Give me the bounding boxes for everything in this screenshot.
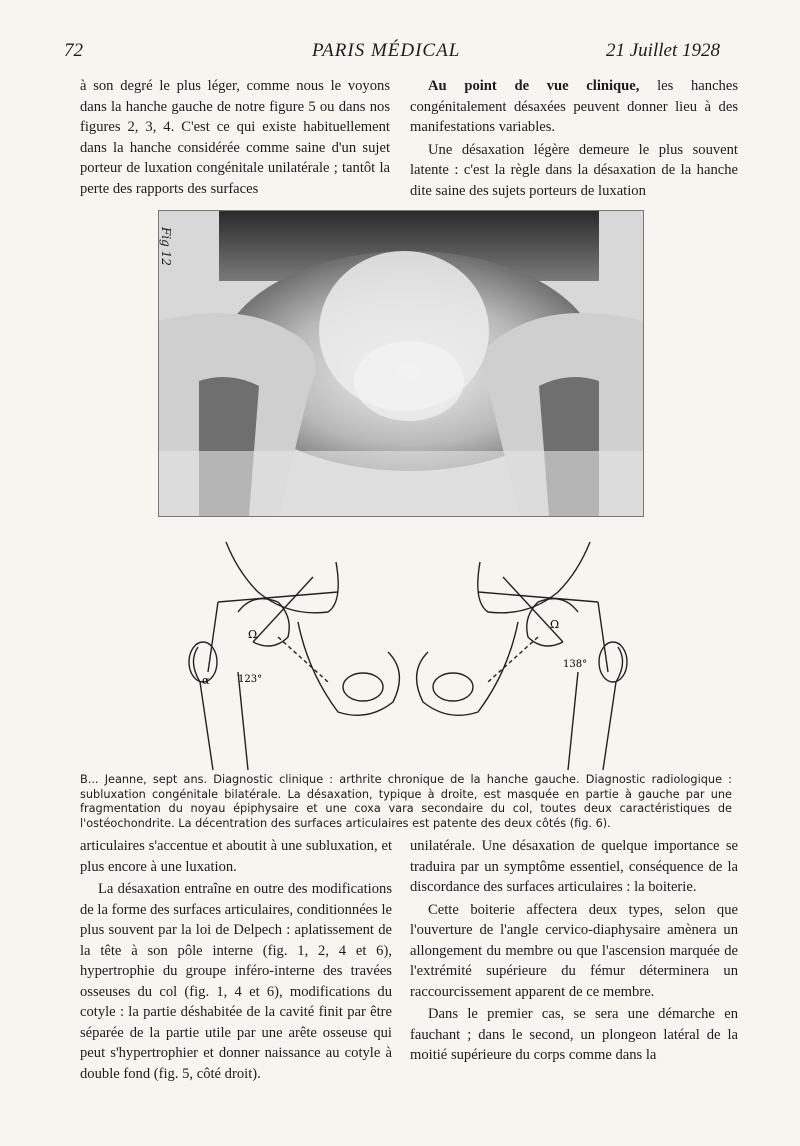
left-femur	[193, 647, 248, 770]
delpech-paragraph: La désaxation entraîne en outre des modifications de la forme des surfaces articulaires, conditionnées le plus souvent par la loi de Delpech : aplatissement de la tête à son pôle interne (fig. 1, 2, 4 et 6), hypertrophie du groupe inféro-interne des travées osseuses du col (fig. 1, 4 et 6), modifications du cotyle : la partie déshabitée de la cavité finit par être séparée de la partie utile par une arête osseuse qui peut s'hypertrophier et donner naissance au cotyle à double fond (fig. 5, côté droit).	[80, 881, 393, 1082]
latent-paragraph: Une désaxation légère demeure le plus souvent latente : c'est la règle dans la désaxation de la hanche dite saine des sujets porteurs de luxation	[410, 141, 738, 199]
bottom-right-column	[410, 836, 738, 1068]
gait-paragraph: Dans le premier cas, se sera une démarche en fauchant ; dans le second, un plongeon latéral de la moitié supérieure du corps comme dans la	[410, 1006, 738, 1063]
journal-title: PARIS MÉDICAL	[312, 40, 461, 61]
right-omega-label: Ω	[550, 618, 560, 631]
radiograph-figure	[158, 210, 644, 517]
figure-caption: B... Jeanne, sept ans. Diagnostic clinique : arthrite chronique de la hanche gauche. Diagnostic radiologique : subluxation congénitale bilatérale. La désaxation, typique à droite, est masquée en partie à gauche par une fragmentation du noyau épiphysaire et une coxa vara secondaire du col, toutes deux caractéristiques de l'ostéochondrite. La décentration des surfaces articulaires est patente des deux côtés (fig. 6).	[80, 773, 732, 830]
right-angle-label: 138°	[563, 659, 588, 670]
left-pelvis-outline	[298, 622, 399, 715]
bottom-left-column	[80, 836, 392, 1086]
figure-label: Fig 12	[159, 227, 173, 266]
left-femoral-head	[238, 599, 289, 646]
limp-types-paragraph: Cette boiterie affectera deux types, selon que l'ouverture de l'angle cervico-diaphysaire amènera un allongement du membre ou que l'ascension marquée de l'extrémité supérieure du fémur déterminera un raccourcissement apparent de ce membre.	[410, 901, 738, 1000]
top-left-paragraph: à son degré le plus léger, comme nous le voyons dans la hanche gauche de notre figure 5 ou dans nos figures 2, 3, 4. C'est ce qui existe habituellement dans la hanche considérée comme saine d'un sujet porteur de luxation congénitale unilatérale ; tantôt la perte des rapports des surfaces	[80, 78, 390, 197]
clinical-paragraph	[410, 76, 738, 138]
hip-diagram	[178, 522, 638, 770]
clinical-heading: Au point de vue clinique,	[428, 78, 640, 94]
page-number: 72	[64, 40, 83, 61]
issue-date: 21 Juillet 1928	[606, 40, 720, 61]
subluxation-paragraph: articulaires s'accentue et aboutit à une subluxation, et plus encore à une luxation.	[80, 838, 392, 875]
left-obturator-foramen	[343, 673, 383, 701]
right-obturator-foramen	[433, 673, 473, 701]
top-right-column	[410, 76, 738, 203]
left-omega-label: Ω	[248, 628, 258, 641]
right-ilium-outline	[478, 542, 590, 613]
top-left-column	[80, 76, 390, 201]
right-pelvis-outline	[417, 622, 518, 715]
clinical-text: les hanches congénitalement désaxées peuvent donner lieu à des manifestations variables.	[410, 78, 738, 135]
radiograph-image	[159, 211, 643, 516]
left-ilium-outline	[226, 542, 338, 613]
left-alpha-label: α	[202, 674, 210, 687]
limp-intro-paragraph: unilatérale. Une désaxation de quelque importance se traduira par un symptôme essentiel, conséquence de la discordance des surfaces articulaires : la boiterie.	[410, 838, 738, 895]
left-angle-label: 123°	[238, 674, 263, 685]
